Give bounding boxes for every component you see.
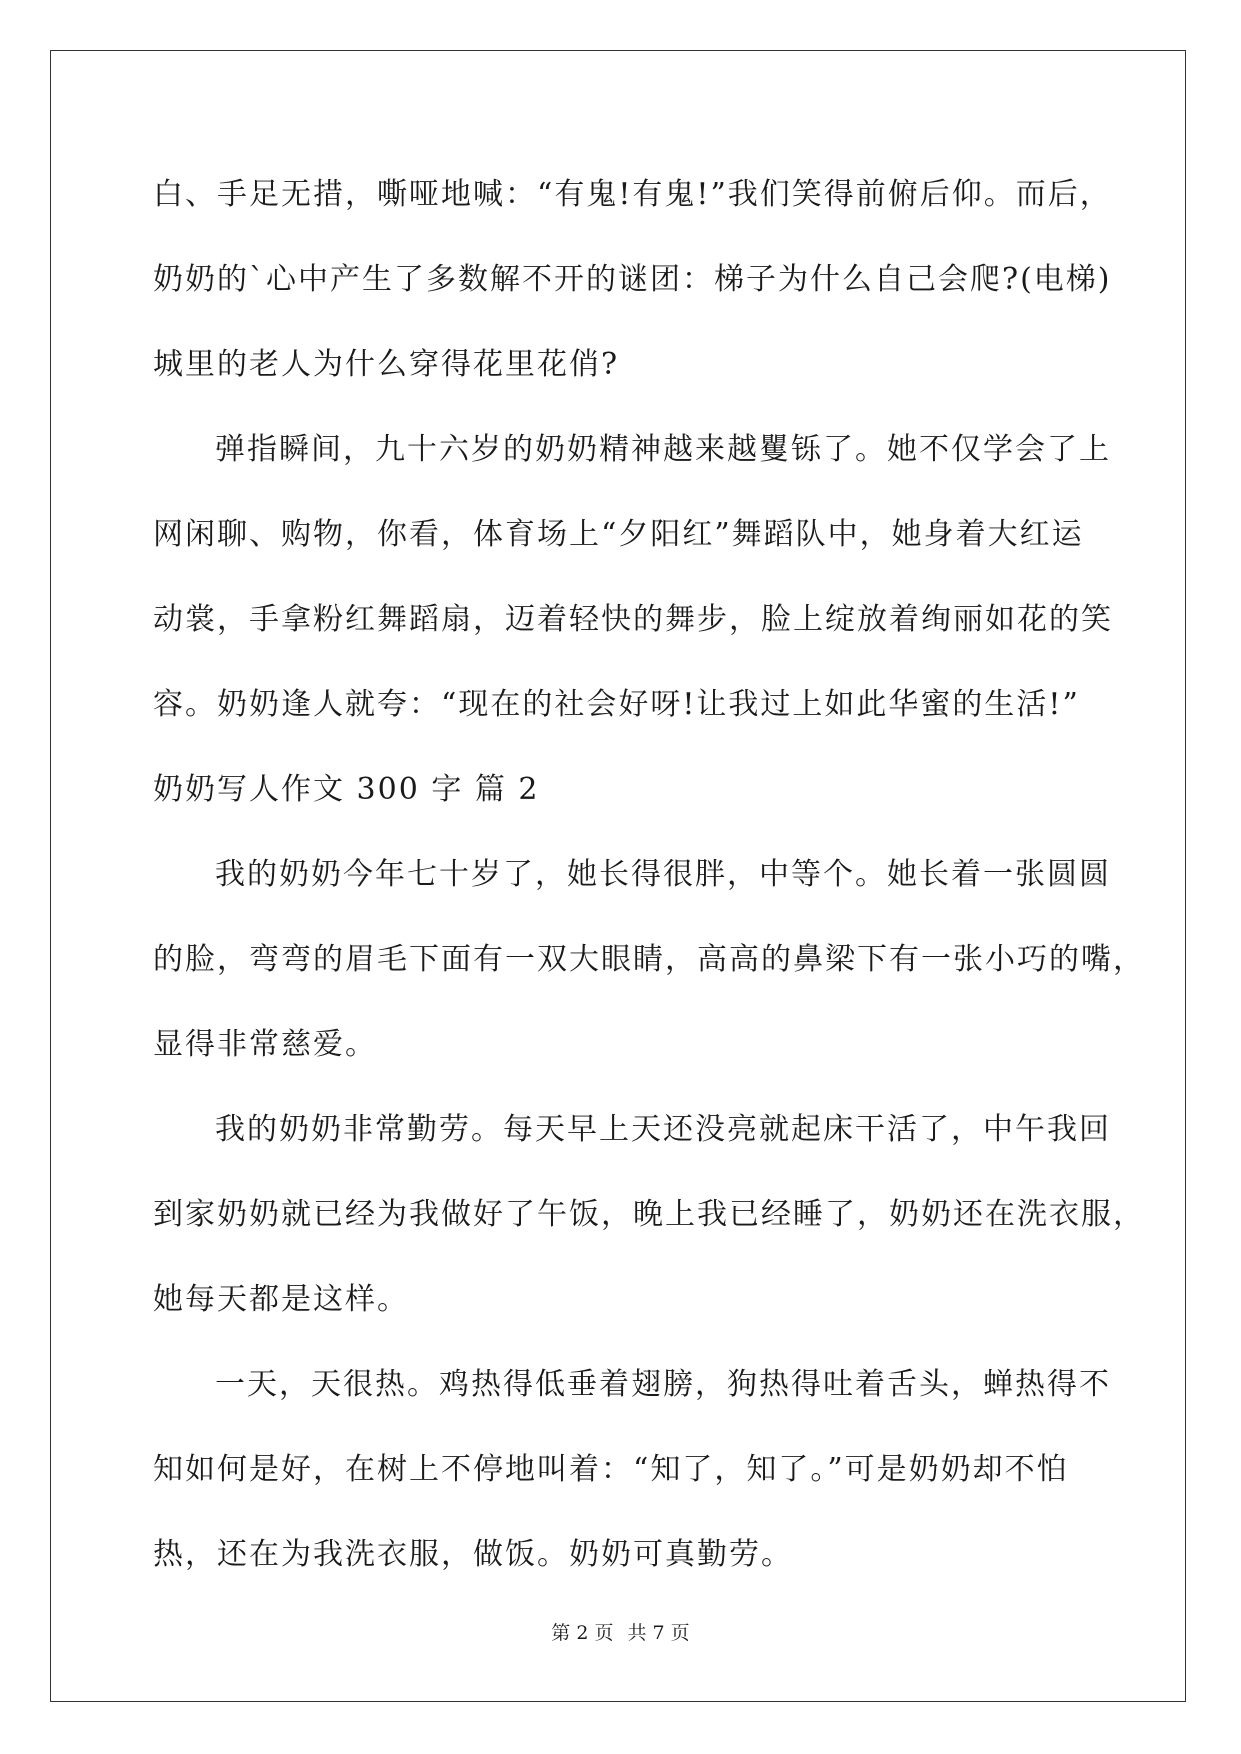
text-line: 的脸，弯弯的眉毛下面有一双大眼睛，高高的鼻梁下有一张小巧的嘴， bbox=[153, 942, 1145, 977]
page-number-total: 共 7 页 bbox=[627, 1622, 690, 1644]
text-line: 容。奶奶逢人就夸：“现在的社会好呀!让我过上如此华蜜的生活!” bbox=[153, 687, 1080, 722]
page-footer bbox=[0, 1618, 1241, 1645]
text-line: 城里的老人为什么穿得花里花俏? bbox=[153, 347, 620, 382]
text-line: 奶奶的`心中产生了多数解不开的谜团：梯子为什么自己会爬?(电梯) bbox=[153, 262, 1112, 297]
page-number-current: 第 2 页 bbox=[551, 1622, 614, 1644]
paragraph-start-line: 弹指瞬间，九十六岁的奶奶精神越来越矍铄了。她不仅学会了上 bbox=[215, 432, 1111, 467]
text-line: 到家奶奶就已经为我做好了午饭，晚上我已经睡了，奶奶还在洗衣服， bbox=[153, 1197, 1145, 1232]
text-line: 动裳，手拿粉红舞蹈扇，迈着轻快的舞步，脸上绽放着绚丽如花的笑 bbox=[153, 602, 1113, 637]
text-line: 显得非常慈爱。 bbox=[153, 1027, 377, 1062]
paragraph-start-line: 一天，天很热。鸡热得低垂着翅膀，狗热得吐着舌头，蝉热得不 bbox=[215, 1367, 1111, 1402]
text-line: 知如何是好，在树上不停地叫着：“知了，知了。”可是奶奶却不怕 bbox=[153, 1452, 1069, 1487]
text-line: 网闲聊、购物，你看，体育场上“夕阳红”舞蹈队中，她身着大红运 bbox=[153, 517, 1084, 552]
text-line: 热，还在为我洗衣服，做饭。奶奶可真勤劳。 bbox=[153, 1537, 793, 1572]
text-line: 白、手足无措，嘶哑地喊：“有鬼!有鬼!”我们笑得前俯后仰。而后， bbox=[153, 177, 1112, 212]
paragraph-start-line: 我的奶奶今年七十岁了，她长得很胖，中等个。她长着一张圆圆 bbox=[215, 857, 1111, 892]
section-heading: 奶奶写人作文 300 字 篇 2 bbox=[153, 772, 540, 807]
document-body bbox=[153, 165, 1145, 1610]
paragraph-start-line: 我的奶奶非常勤劳。每天早上天还没亮就起床干活了，中午我回 bbox=[215, 1112, 1111, 1147]
text-line: 她每天都是这样。 bbox=[153, 1282, 409, 1317]
